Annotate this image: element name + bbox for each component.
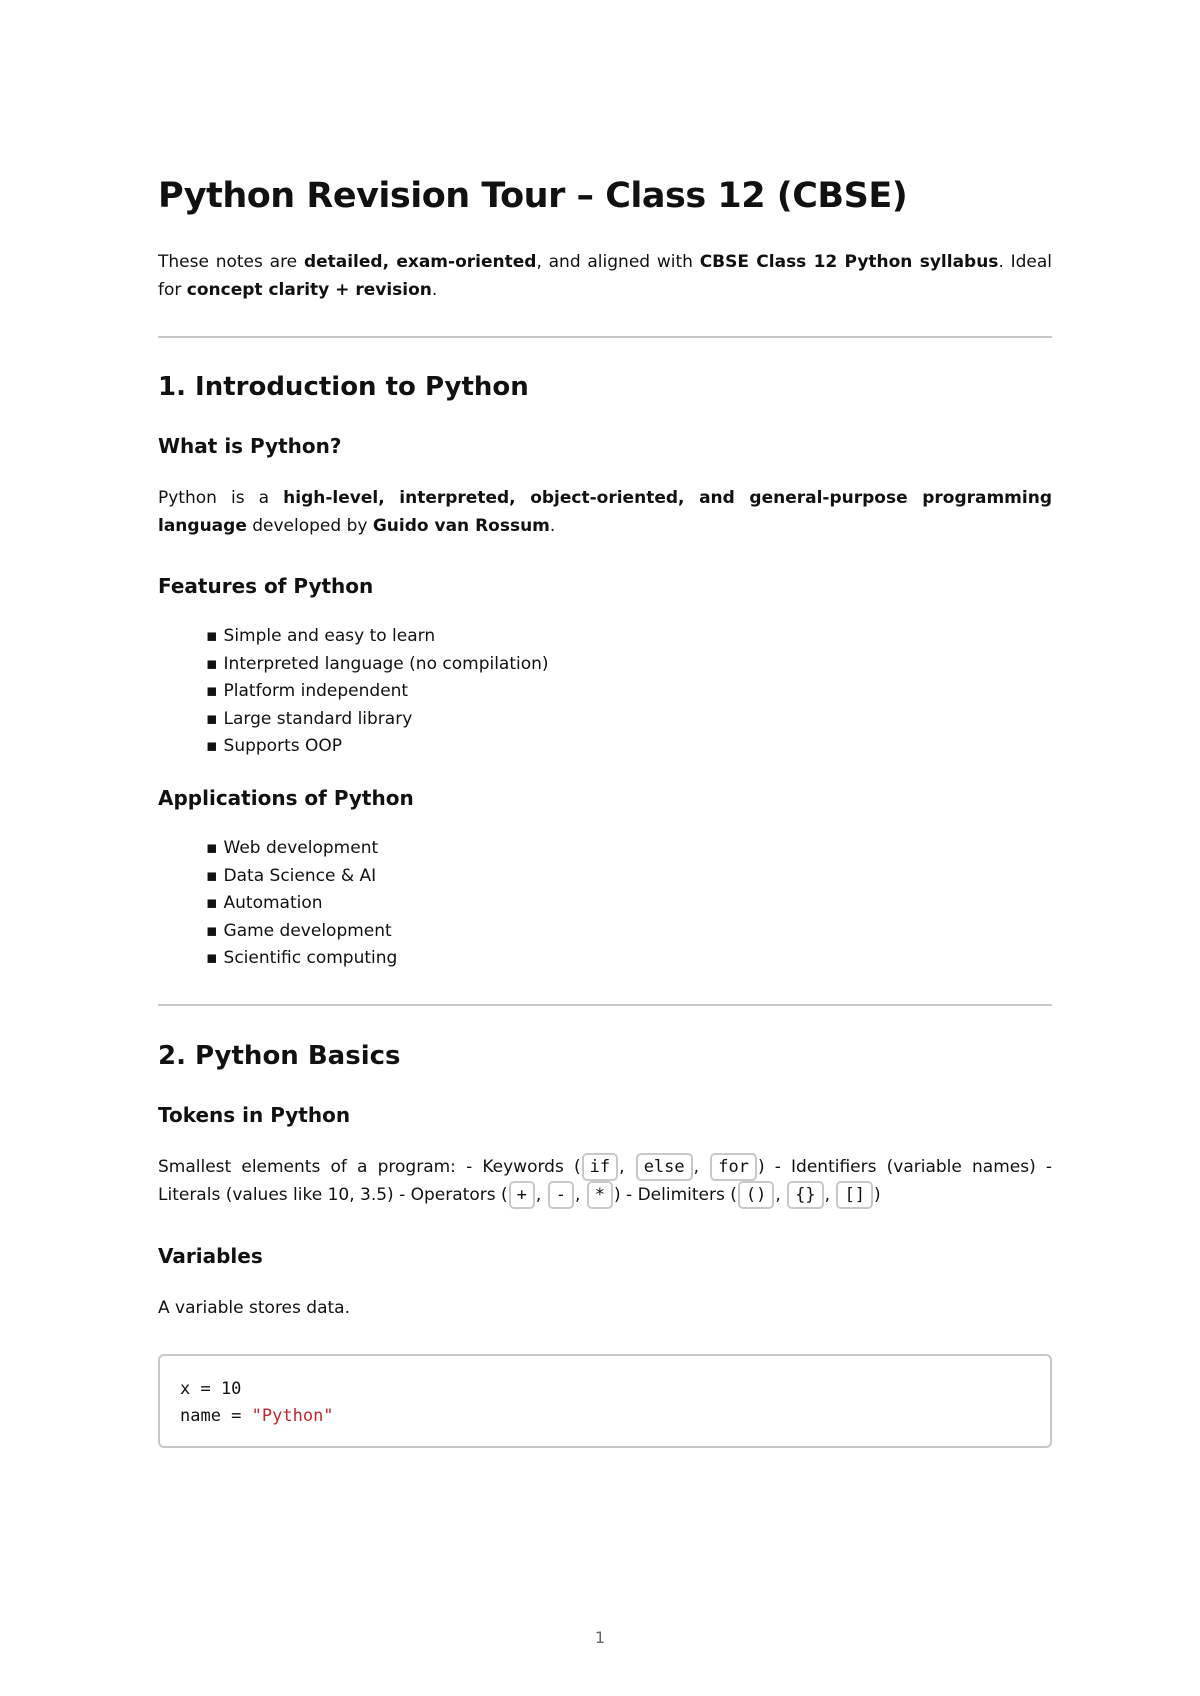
features-heading: Features of Python [158, 574, 374, 598]
list-item: ▪ Simple and easy to learn [206, 623, 549, 651]
intro-text-1: These notes are [158, 252, 304, 272]
bullet-icon: ▪ [206, 920, 218, 941]
list-item: ▪ Web development [206, 835, 397, 863]
list-item: ▪ Interpreted language (no compilation) [206, 651, 549, 679]
what-text-3: . [549, 516, 556, 536]
inline-code: - [548, 1181, 574, 1209]
code-block [158, 1354, 1052, 1448]
intro-bold-2: CBSE Class 12 Python syllabus [699, 252, 999, 272]
features-list [206, 623, 549, 761]
list-item: ▪ Data Science & AI [206, 863, 397, 891]
inline-code: * [587, 1181, 613, 1209]
bullet-icon: ▪ [206, 865, 218, 886]
what-is-python-paragraph [158, 484, 1052, 540]
list-item: ▪ Supports OOP [206, 733, 549, 761]
variables-heading: Variables [158, 1244, 263, 1268]
inline-code: () [738, 1181, 774, 1209]
bullet-icon: ▪ [206, 626, 218, 646]
list-item: ▪ Scientific computing [206, 945, 397, 973]
intro-text-3: . Ideal for [158, 252, 1053, 300]
bullet-icon: ▪ [206, 681, 218, 701]
applications-list [206, 835, 397, 973]
intro-text-4: . [431, 280, 438, 300]
list-item: ▪ Platform independent [206, 678, 549, 706]
list-item: ▪ Large standard library [206, 706, 549, 734]
variables-text: A variable stores data. [158, 1298, 350, 1318]
section-2-heading: 2. Python Basics [158, 1041, 401, 1071]
code-line-2 [180, 1403, 1030, 1430]
intro-bold-3: concept clarity + revision [186, 280, 432, 300]
bullet-icon: ▪ [206, 893, 218, 913]
tokens-heading: Tokens in Python [158, 1103, 351, 1127]
divider [158, 1004, 1052, 1006]
inline-code: else [636, 1153, 693, 1181]
code-string-literal: "Python" [251, 1406, 334, 1426]
what-bold-1: high-level, interpreted, object-oriented, and general-purpose programming language [158, 488, 1052, 536]
list-item: ▪ Game development [206, 918, 397, 946]
code-line-1: x = 10 [180, 1379, 242, 1399]
code-line-2-prefix: name = [180, 1406, 252, 1426]
bullet-icon: ▪ [206, 708, 218, 729]
list-item: ▪ Automation [206, 890, 397, 918]
section-1-heading: 1. Introduction to Python [158, 372, 529, 402]
bullet-icon: ▪ [206, 838, 218, 858]
what-bold-2: Guido van Rossum [372, 516, 550, 536]
inline-code: if [582, 1153, 618, 1181]
page-title: Python Revision Tour – Class 12 (CBSE) [158, 176, 908, 216]
what-text-1: Python is a [158, 488, 284, 508]
tokens-paragraph: Smallest elements of a program: - Keywords ( if , else , for ) - Identifiers (variable names) - Literals (values like 10, 3.5) - Operators ( + , - , * ) - Delimiters ( () , {} , [] ) [158, 1153, 1052, 1209]
applications-heading: Applications of Python [158, 786, 414, 810]
intro-text-2: , and aligned with [536, 252, 700, 272]
bullet-icon: ▪ [206, 948, 218, 968]
intro-bold-1: detailed, exam-oriented [303, 252, 537, 272]
bullet-icon: ▪ [206, 736, 218, 756]
inline-code: [] [836, 1181, 872, 1209]
inline-code: {} [787, 1181, 823, 1209]
inline-code: + [509, 1181, 535, 1209]
what-is-python-heading: What is Python? [158, 434, 342, 458]
bullet-icon: ▪ [206, 653, 218, 674]
inline-code: for [710, 1153, 757, 1181]
intro-paragraph [158, 248, 1052, 304]
what-text-2: developed by [246, 516, 373, 536]
page-number: 1 [594, 1628, 606, 1647]
divider [158, 336, 1052, 338]
